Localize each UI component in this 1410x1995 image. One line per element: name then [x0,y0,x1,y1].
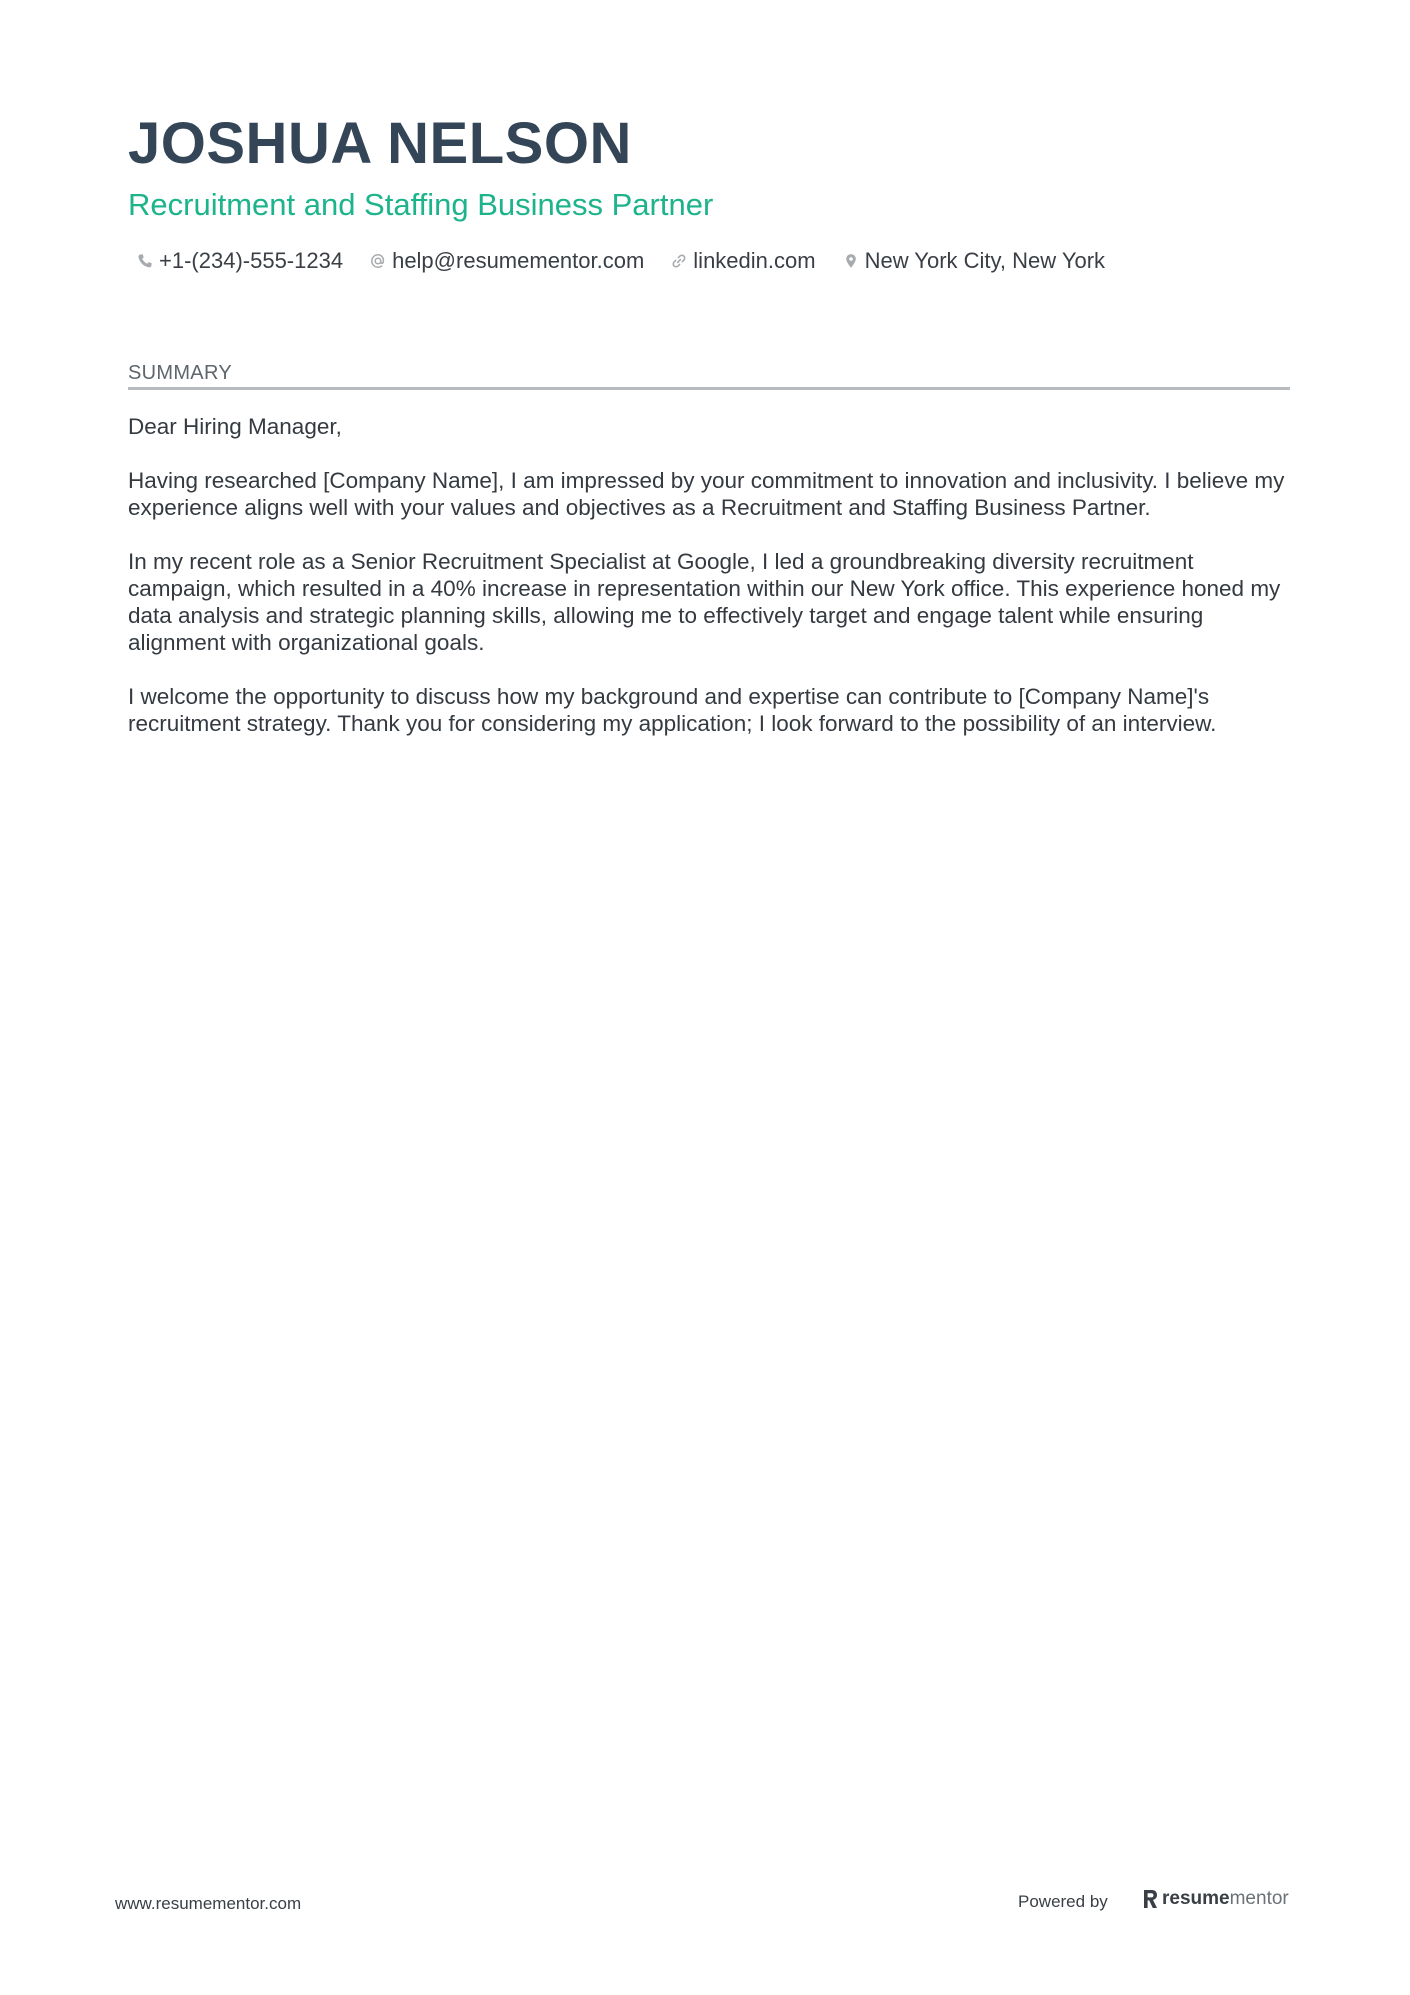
logo-text-bold: resume [1162,1888,1230,1909]
salutation: Dear Hiring Manager, [128,414,342,439]
contact-email [369,248,644,274]
contact-phone [136,248,343,274]
letter-paragraph-2: In my recent role as a Senior Recruitment Specialist at Google, I led a groundbreaking diversity recruitment campaign, which resulted in a 40% increase in representation within our New York office. This experience honed my data analysis and strategic planning skills, allowing me to effectively target and engage talent while ensuring alignment with organizational goals. [128,549,1281,655]
phone-text: +1-(234)-555-1234 [159,248,344,273]
job-title: Recruitment and Staffing Business Partner [128,187,714,222]
summary-heading: SUMMARY [128,362,232,384]
linkedin-text: linkedin.com [693,248,816,273]
letter-paragraph-3: I welcome the opportunity to discuss how my background and expertise can contribute to [Company Name]'s recruitment strategy. Thank you for considering my application; I look forward to the possibility of an interview. [128,684,1217,736]
contact-location [842,248,1105,274]
contact-row [136,246,1131,276]
powered-by-label: Powered by [1018,1892,1108,1911]
section-divider [128,387,1290,390]
location-text: New York City, New York [864,248,1106,273]
resumementor-logo [1142,1888,1289,1910]
cover-letter-body [128,413,1298,764]
link-icon [670,252,688,270]
candidate-name: JOSHUA NELSON [128,111,632,176]
location-pin-icon [842,252,860,270]
footer-website: www.resumementor.com [115,1894,302,1913]
email-text: help@resumementor.com [392,248,645,273]
logo-text-light: mentor [1229,1888,1289,1909]
phone-icon [136,252,154,270]
letter-paragraph-1: Having researched [Company Name], I am impressed by your commitment to innovation and inclusivity. I believe my experience aligns well with your values and objectives as a Recruitment and Staffing Business Partner. [128,468,1285,520]
resumementor-logo-icon [1142,1888,1158,1910]
at-icon [369,252,387,270]
contact-linkedin [670,248,815,274]
